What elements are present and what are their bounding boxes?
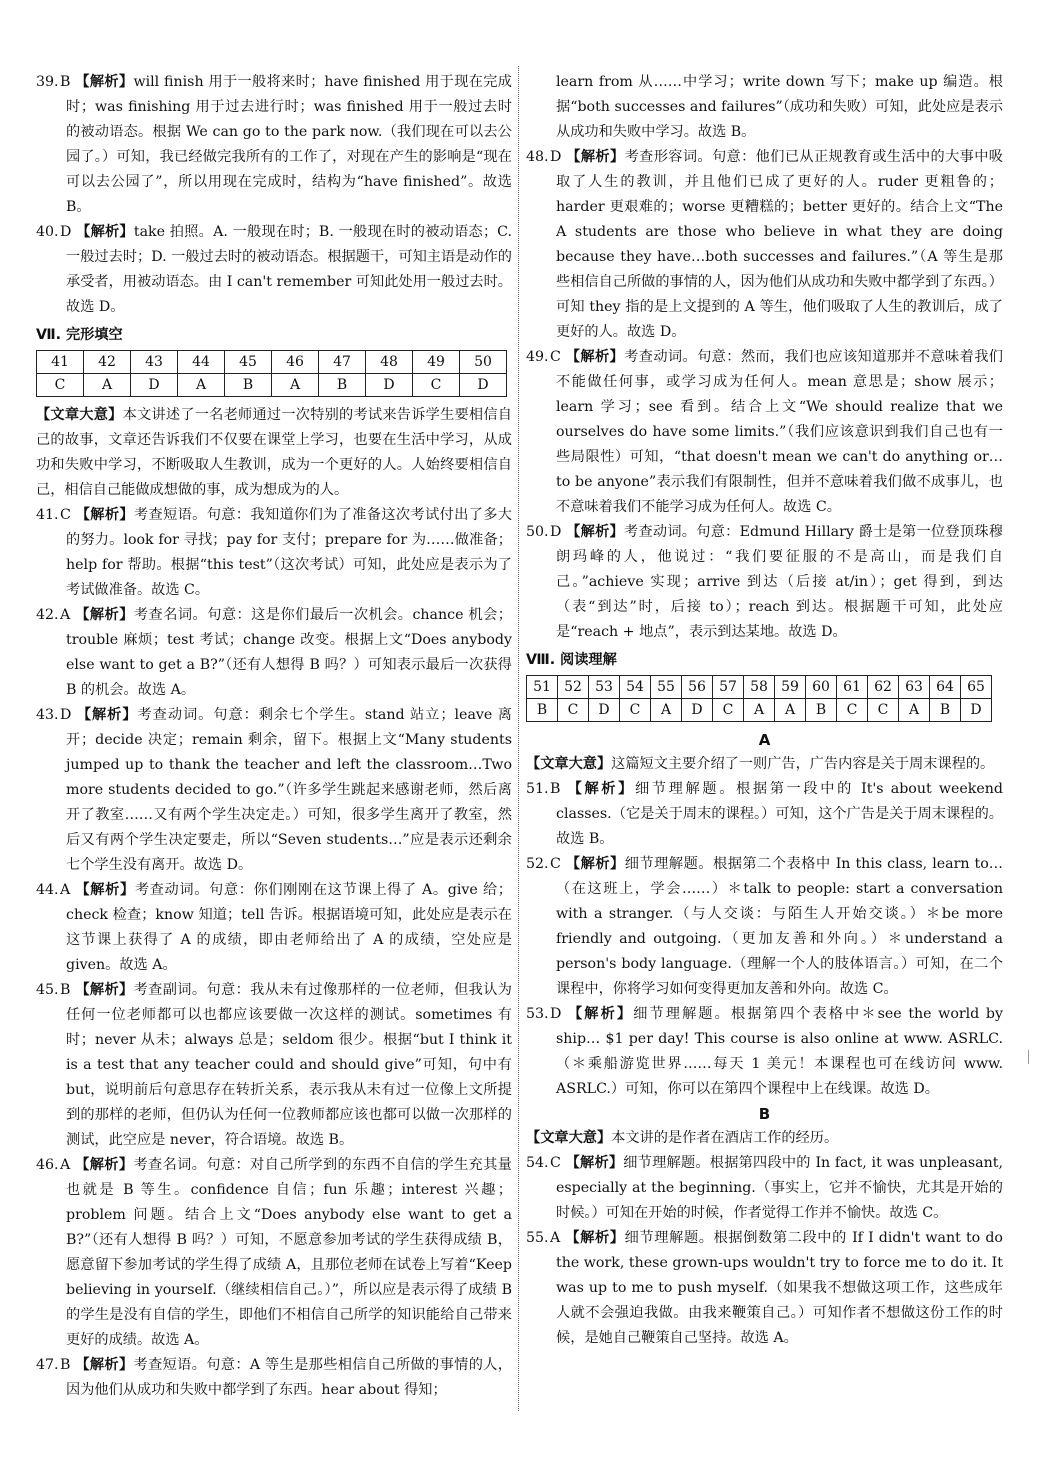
- passage-head-a: A: [758, 731, 771, 749]
- column-divider: [518, 66, 519, 1411]
- passage-head-b: B: [758, 1105, 771, 1123]
- answer-item-46: 46.A 【解析】考查名词。句意：对自己所学到的东西不自信的学生充其量也就是 B 等生。confidence 自信；fun 乐趣；interest 兴趣；problem 问题。结合上文“Does anybody else want to get a B?”（还有人想得 B 吗？）可知，不愿意参加考试的学生获得成绩 B，愿意留下参加考试的学生得了成绩 A，且那位老师在试卷上写着“Keep believing in yourself.（继续相信自己。）”，所以应是表示得了成绩 B 的学生是没有自信的学生，即他们不相信自己所学的知识能给自己带来更好的成绩。故选 A。: [36, 1157, 512, 1348]
- table-cell: 50: [460, 351, 507, 374]
- analysis-tag: 【解析】: [565, 349, 625, 365]
- answer-letter: D: [550, 1006, 562, 1022]
- analysis-text: 考查动词。句意：你们刚刚在这节课上得了 A。give 给；check 检查；know 知道；tell 告诉。根据语境可知，此处应是表示在这节课上获得了 A 的成绩，即由老师给出了 A 的成绩，空处应是 given。故选 A。: [66, 882, 512, 973]
- table-cell: 65: [961, 676, 992, 699]
- answer-letter: A: [60, 882, 71, 898]
- table-cell: 57: [713, 676, 744, 699]
- scan-mark: [1028, 1050, 1029, 1064]
- table-cell: 47: [319, 351, 366, 374]
- analysis-tag: 【解析】: [566, 524, 624, 540]
- answer-letter: B: [60, 74, 71, 90]
- answer-item-43: 43.D 【解析】考查动词。句意：剩余七个学生。stand 站立；leave 离开；decide 决定；remain 剩余，留下。根据上文“Many students jumped up to thank the teacher and left the classroom…Two more students decided to go.”（许多学生跳起来感谢老师，然后离开了教室……又有两个学生决定走。）可知，很多学生离开了教室，然后又有两个学生决定要走，所以“Seven students…”应是表示还剩余七个学生没有离开。故选 D。: [36, 707, 512, 873]
- table-cell: C: [620, 699, 651, 722]
- table-cell: A: [84, 374, 131, 397]
- answer-item-44: 44.A 【解析】考查动词。句意：你们刚刚在这节课上得了 A。give 给；check 检查；know 知道；tell 告诉。根据语境可知，此处应是表示在这节课上获得了 A 的成绩，即由老师给出了 A 的成绩，空处应是 given。故选 A。: [36, 882, 512, 973]
- analysis-text: 细节理解题。根据倒数第二段中的 If I didn't want to do the work, these grown-ups wouldn't try to force me to do it. It was up to me to push myself.（如果我不想做这项工作，这些成年人就不会强迫我做。由我来鞭策自己。）可知作者不想做这份工作的时候，是她自己鞭策自己坚持。故选 A。: [556, 1230, 1003, 1346]
- analysis-tag: 【解析】: [568, 1006, 634, 1022]
- answer-letter: B: [60, 1357, 71, 1373]
- table-cell: B: [930, 699, 961, 722]
- analysis-tag: 【解析】: [565, 856, 625, 872]
- analysis-text: 细节理解题。根据第四个表格中＊see the world by ship… $1 per day! This course is also online at www. ASRLC.（＊乘船游览世界……每天 1 美元！本课程也可在线访问 www. ASRLC.）可知，你可以在第四个课程中上在线课。故选 D。: [556, 1006, 1003, 1097]
- table-cell: 51: [527, 676, 558, 699]
- section-title-cloze: Ⅶ. 完形填空: [36, 327, 123, 343]
- analysis-text: 细节理解题。根据第四段中的 In fact, it was unpleasant, especially at the beginning.（事实上，它并不愉快，尤其是开始的时候。）可知在开始的时候，作者觉得工作并不愉快。故选 C。: [556, 1155, 1003, 1221]
- table-cell: 53: [589, 676, 620, 699]
- table-row-numbers: [37, 351, 507, 374]
- analysis-tag: 【解析】: [75, 882, 135, 898]
- analysis-tag: 【解析】: [75, 1357, 134, 1373]
- table-row-numbers: [527, 676, 992, 699]
- table-cell: 49: [413, 351, 460, 374]
- table-cell: 62: [868, 676, 899, 699]
- table-cell: B: [319, 374, 366, 397]
- answer-letter: C: [550, 1155, 561, 1171]
- reading-answer-table: [526, 675, 992, 722]
- answer-item-51: 51.B 【解析】细节理解题。根据第一段中的 It's about weekend classes.（它是关于周末的课程。）可知，这个广告是关于周末课程的。故选 B。: [526, 781, 1003, 847]
- table-cell: 56: [682, 676, 713, 699]
- table-cell: 41: [37, 351, 84, 374]
- analysis-tag: 【解析】: [75, 74, 134, 90]
- answer-letter: B: [550, 781, 561, 797]
- analysis-tag: 【解析】: [565, 1230, 625, 1246]
- table-cell: 45: [225, 351, 272, 374]
- table-cell: D: [682, 699, 713, 722]
- table-cell: A: [775, 699, 806, 722]
- table-cell: 54: [620, 676, 651, 699]
- table-cell: 58: [744, 676, 775, 699]
- analysis-text: take 拍照。A. 一般现在时；B. 一般现在时的被动语态；C. 一般过去时；D. 一般过去时的被动语态。根据题干，可知主语是动作的承受者，用被动语态。由 I can't remember 可知此处用一般过去时。故选 D。: [66, 224, 512, 315]
- table-cell: C: [713, 699, 744, 722]
- table-cell: A: [651, 699, 682, 722]
- answer-item-41: 41.C 【解析】考查短语。句意：我知道你们为了准备这次考试付出了多大的努力。look for 寻找；pay for 支付；prepare for 为……做准备；help for 帮助。根据“this test”（这次考试）可知，此处应是表示为了考试做准备。故选 C。: [36, 507, 512, 598]
- analysis-text: 考查形容词。句意：他们已从正规教育或生活中的大事中吸取了人生的教训，并且他们已成了更好的人。ruder 更粗鲁的；harder 更艰难的；worse 更糟糕的；better 更好的。结合上文“The A students are those who believe in what they are doing because they have…both successes and failures.”（A 等生是那些相信自己所做的事情的人，因为他们从成功和失败中都学到了东西。）可知 they 指的是上文提到的 A 等生，他们吸取了人生的教训后，成了更好的人。故选 D。: [556, 149, 1003, 340]
- table-cell: 52: [558, 676, 589, 699]
- answer-item-54: 54.C 【解析】细节理解题。根据第四段中的 In fact, it was unpleasant, especially at the beginning.（事实上，它并不愉快，尤其是开始的时候。）可知在开始的时候，作者觉得工作并不愉快。故选 C。: [526, 1155, 1003, 1221]
- answer-letter: D: [550, 524, 562, 540]
- answer-letter: D: [550, 149, 562, 165]
- answer-item-47-continued: learn from 从……中学习；write down 写下；make up 编造。根据“both successes and failures”（成功和失败）可知，此处应是表示从成功和失败中学习。故选 B。: [556, 74, 1003, 140]
- article-summary-cloze: 【文章大意】本文讲述了一名老师通过一次特别的考试来告诉学生要相信自己的故事，文章还告诉我们不仅要在课堂上学习，也要在生活中学习，从成功和失败中学习，不断吸取人生教训，成为一个更好的人。人始终要相信自己，相信自己能做成想做的事，成为想成为的人。: [36, 407, 512, 498]
- answer-letter: C: [550, 856, 561, 872]
- table-cell: C: [837, 699, 868, 722]
- article-summary-b: 【文章大意】本文讲的是作者在酒店工作的经历。: [526, 1130, 839, 1146]
- analysis-text: 考查副词。句意：我从未有过像那样的一位老师，但我认为任何一位老师都可以也都应该要做一次这样的测试。sometimes 有时；never 从未；always 总是；seldom 很少。根据“but I think it is a test that any teacher could and should give”可知，句中有 but，说明前后句意思存在转折关系，表示我从未有过一位像上文所提到的那样的老师，但仍认为任何一位教师都应该也都可以做一次那样的测试，此空应是 never，符合语境。故选 B。: [66, 982, 512, 1148]
- table-cell: D: [460, 374, 507, 397]
- table-row-answers: [527, 699, 992, 722]
- table-cell: 44: [178, 351, 225, 374]
- section-title-reading: Ⅷ. 阅读理解: [526, 652, 617, 668]
- table-cell: 64: [930, 676, 961, 699]
- table-cell: B: [806, 699, 837, 722]
- table-cell: A: [178, 374, 225, 397]
- table-cell: A: [899, 699, 930, 722]
- table-cell: 55: [651, 676, 682, 699]
- analysis-text: will finish 用于一般将来时；have finished 用于现在完成时；was finishing 用于过去进行时；was finished 用于一般过去时的被动语态。根据 We can go to the park now.（我们现在可以去公园了。）可知，我已经做完我所有的工作了，对现在产生的影响是“现在可以去公园了”，所以用现在完成时，结构为“have finished”。故选 B。: [66, 74, 512, 215]
- analysis-text: 考查短语。句意：我知道你们为了准备这次考试付出了多大的努力。look for 寻找；pay for 支付；prepare for 为……做准备；help for 帮助。根据“this test”（这次考试）可知，此处应是表示为了考试做准备。故选 C。: [66, 507, 512, 598]
- analysis-tag: 【解析】: [76, 707, 138, 723]
- answer-letter: D: [60, 224, 72, 240]
- table-cell: D: [131, 374, 178, 397]
- table-cell: 59: [775, 676, 806, 699]
- analysis-tag: 【解析】: [567, 781, 635, 797]
- analysis-tag: 【解析】: [565, 1155, 624, 1171]
- analysis-text: 细节理解题。根据第二个表格中 In this class, learn to…（在这班上，学会……）＊talk to people: start a conversation with a stranger.（与人交谈：与陌生人开始交谈。）＊be more friendly and outgoing.（更加友善和外向。）＊understand a person's body language.（理解一个人的肢体语言。）可知，在二个课程中，你将学习如何变得更加友善和外向。故选 C。: [556, 856, 1003, 997]
- answer-item-48: 48.D 【解析】考查形容词。句意：他们已从正规教育或生活中的大事中吸取了人生的教训，并且他们已成了更好的人。ruder 更粗鲁的；harder 更艰难的；worse 更糟糕的；better 更好的。结合上文“The A students are those who believe in what they are doing because they have…both successes and failures.”（A 等生是那些相信自己所做的事情的人，因为他们从成功和失败中都学到了东西。）可知 they 指的是上文提到的 A 等生，他们吸取了人生的教训后，成了更好的人。故选 D。: [526, 149, 1003, 340]
- answer-letter: A: [60, 607, 71, 623]
- answer-letter: A: [550, 1230, 561, 1246]
- answer-item-52: 52.C 【解析】细节理解题。根据第二个表格中 In this class, learn to…（在这班上，学会……）＊talk to people: start a conversation with a stranger.（与人交谈：与陌生人开始交谈。）＊be more friendly and outgoing.（更加友善和外向。）＊understand a person's body language.（理解一个人的肢体语言。）可知，在二个课程中，你将学习如何变得更加友善和外向。故选 C。: [526, 856, 1003, 997]
- table-cell: 46: [272, 351, 319, 374]
- left-column: [36, 70, 512, 1403]
- table-cell: D: [366, 374, 413, 397]
- table-cell: 48: [366, 351, 413, 374]
- table-cell: C: [558, 699, 589, 722]
- table-cell: A: [744, 699, 775, 722]
- answer-item-47: 47.B 【解析】考查短语。句意：A 等生是那些相信自己所做的事情的人，因为他们从成功和失败中都学到了东西。hear about 得知；: [36, 1357, 512, 1398]
- analysis-text: 考查名词。句意：这是你们最后一次机会。chance 机会；trouble 麻烦；test 考试；change 改变。根据上文“Does anybody else want to get a B?”（还有人想得 B 吗？）可知表示最后一次获得 B 的机会。故选 A。: [66, 607, 512, 698]
- analysis-tag: 【解析】: [75, 982, 134, 998]
- right-column: [526, 70, 1003, 1351]
- table-cell: B: [225, 374, 272, 397]
- cloze-answer-table: [36, 350, 507, 397]
- table-cell: C: [37, 374, 84, 397]
- table-row-answers: [37, 374, 507, 397]
- table-cell: A: [272, 374, 319, 397]
- answer-item-40: 40.D 【解析】take 拍照。A. 一般现在时；B. 一般现在时的被动语态；C. 一般过去时；D. 一般过去时的被动语态。根据题干，可知主语是动作的承受者，用被动语态。由 I can't remember 可知此处用一般过去时。故选 D。: [36, 224, 512, 315]
- table-cell: 61: [837, 676, 868, 699]
- analysis-tag: 【解析】: [75, 507, 134, 523]
- table-cell: C: [868, 699, 899, 722]
- table-cell: 60: [806, 676, 837, 699]
- answer-letter: C: [550, 349, 561, 365]
- analysis-tag: 【解析】: [75, 1157, 134, 1173]
- table-cell: 63: [899, 676, 930, 699]
- analysis-text: 考查动词。句意：然而，我们也应该知道那并不意味着我们不能做任何事，或学习成为任何人。mean 意思是；show 展示；learn 学习；see 看到。结合上文“We should realize that we ourselves do have some limits.”（我们应该意识到我们自己也有一些局限性）可知，“that doesn't mean we can't do anything or…to be anyone”表示我们有限制性，但并不意味着我们做不成事儿，也不意味着我们不能学习成为任何人。故选 C。: [556, 349, 1003, 515]
- analysis-text: 考查动词。句意：Edmund Hillary 爵士是第一位登顶珠穆朗玛峰的人，他说过：“我们要征服的不是高山，而是我们自己。”achieve 实现；arrive 到达（后接 at/in）；get 得到，到达（表“到达”时，后接 to）；reach 到达。根据题干可知，此处应是“reach + 地点”，表示到达某地。故选 D。: [556, 524, 1003, 640]
- answer-letter: D: [60, 707, 72, 723]
- answer-item-42: 42.A 【解析】考查名词。句意：这是你们最后一次机会。chance 机会；trouble 麻烦；test 考试；change 改变。根据上文“Does anybody else want to get a B?”（还有人想得 B 吗？）可知表示最后一次获得 B 的机会。故选 A。: [36, 607, 512, 698]
- table-cell: 42: [84, 351, 131, 374]
- analysis-text: 考查短语。句意：A 等生是那些相信自己所做的事情的人，因为他们从成功和失败中都学到了东西。hear about 得知；: [66, 1357, 512, 1398]
- answer-item-55: 55.A 【解析】细节理解题。根据倒数第二段中的 If I didn't want to do the work, these grown-ups wouldn't try to force me to do it. It was up to me to push myself.（如果我不想做这项工作，这些成年人就不会强迫我做。由我来鞭策自己。）可知作者不想做这份工作的时候，是她自己鞭策自己坚持。故选 A。: [526, 1230, 1003, 1346]
- answer-letter: A: [60, 1157, 71, 1173]
- answer-letter: C: [60, 507, 71, 523]
- table-cell: 43: [131, 351, 178, 374]
- analysis-tag: 【解析】: [75, 607, 134, 623]
- answer-item-45: 45.B 【解析】考查副词。句意：我从未有过像那样的一位老师，但我认为任何一位老师都可以也都应该要做一次这样的测试。sometimes 有时；never 从未；always 总是；seldom 很少。根据“but I think it is a test that any teacher could and should give”可知，句中有 but，说明前后句意思存在转折关系，表示我从未有过一位像上文所提到的那样的老师，但仍认为任何一位教师都应该也都可以做一次那样的测试，此空应是 never，符合语境。故选 B。: [36, 982, 512, 1148]
- article-summary-a: 【文章大意】这篇短文主要介绍了一则广告，广告内容是关于周末课程的。: [526, 756, 995, 772]
- answer-item-39: 39.B 【解析】will finish 用于一般将来时；have finished 用于现在完成时；was finishing 用于过去进行时；was finished 用于一般过去时的被动语态。根据 We can go to the park now.（我们现在可以去公园了。）可知，我已经做完我所有的工作了，对现在产生的影响是“现在可以去公园了”，所以用现在完成时，结构为“have finished”。故选 B。: [36, 74, 512, 215]
- table-cell: D: [961, 699, 992, 722]
- analysis-tag: 【解析】: [566, 149, 625, 165]
- answer-item-49: 49.C 【解析】考查动词。句意：然而，我们也应该知道那并不意味着我们不能做任何事，或学习成为任何人。mean 意思是；show 展示；learn 学习；see 看到。结合上文“We should realize that we ourselves do have some limits.”（我们应该意识到我们自己也有一些局限性）可知，“that doesn't mean we can't do anything or…to be anyone”表示我们有限制性，但并不意味着我们做不成事儿，也不意味着我们不能学习成为任何人。故选 C。: [526, 349, 1003, 515]
- answer-item-50: 50.D 【解析】考查动词。句意：Edmund Hillary 爵士是第一位登顶珠穆朗玛峰的人，他说过：“我们要征服的不是高山，而是我们自己。”achieve 实现；arrive 到达（后接 at/in）；get 得到，到达（表“到达”时，后接 to）；reach 到达。根据题干可知，此处应是“reach + 地点”，表示到达某地。故选 D。: [526, 524, 1003, 640]
- table-cell: B: [527, 699, 558, 722]
- answer-letter: B: [60, 982, 71, 998]
- analysis-tag: 【解析】: [76, 224, 134, 240]
- analysis-text: 细节理解题。根据第一段中的 It's about weekend classes.（它是关于周末的课程。）可知，这个广告是关于周末课程的。故选 B。: [556, 781, 1003, 847]
- analysis-text: 考查动词。句意：剩余七个学生。stand 站立；leave 离开；decide 决定；remain 剩余，留下。根据上文“Many students jumped up to thank the teacher and left the classroom…Two more students decided to go.”（许多学生跳起来感谢老师，然后离开了教室……又有两个学生决定走。）可知，很多学生离开了教室，然后又有两个学生决定要走，所以“Seven students…”应是表示还剩余七个学生没有离开。故选 D。: [66, 707, 512, 873]
- table-cell: C: [413, 374, 460, 397]
- analysis-text: 考查名词。句意：对自己所学到的东西不自信的学生充其量也就是 B 等生。confidence 自信；fun 乐趣；interest 兴趣；problem 问题。结合上文“Does anybody else want to get a B?”（还有人想得 B 吗？）可知，不愿意参加考试的学生获得成绩 B，愿意留下参加考试的学生得了成绩 A，且那位老师在试卷上写着“Keep believing in yourself.（继续相信自己。）”，所以应是表示得了成绩 B 的学生是没有自信的学生，即他们不相信自己所学的知识能给自己带来更好的成绩。故选 A。: [66, 1157, 512, 1348]
- answer-item-53: 53.D 【解析】细节理解题。根据第四个表格中＊see the world by ship… $1 per day! This course is also online at www. ASRLC.（＊乘船游览世界……每天 1 美元！本课程也可在线访问 www. ASRLC.）可知，你可以在第四个课程中上在线课。故选 D。: [526, 1006, 1003, 1097]
- table-cell: D: [589, 699, 620, 722]
